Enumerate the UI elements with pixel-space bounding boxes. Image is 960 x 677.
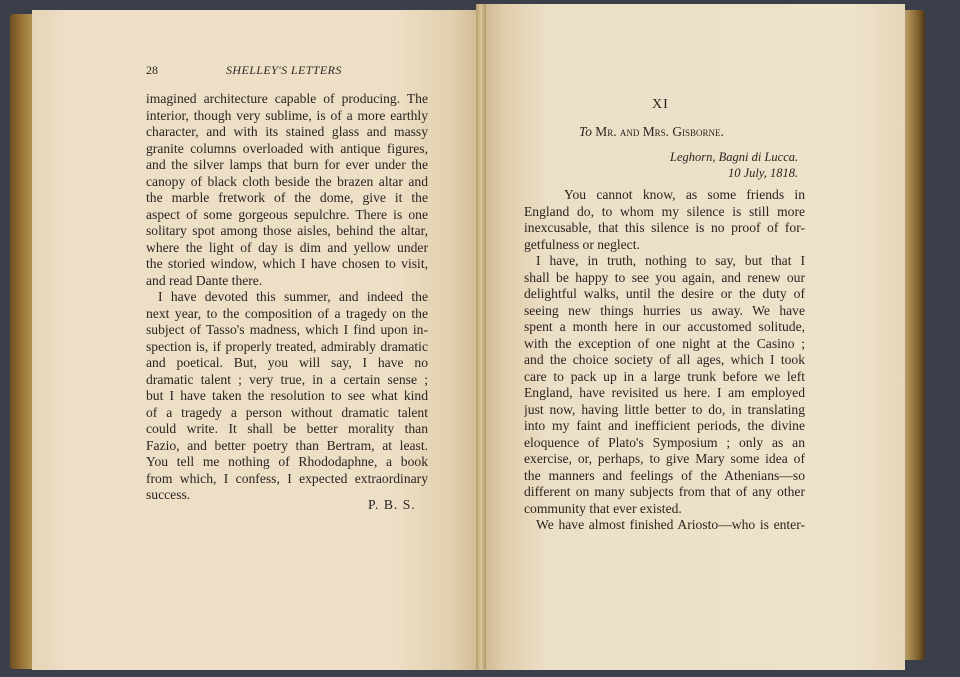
- left-page-body: [146, 91, 428, 504]
- left-page-header: [146, 63, 431, 81]
- text-line: and the silver lamps that burn for ever under the: [146, 157, 428, 172]
- salutation-to: To: [579, 124, 592, 139]
- book-gutter: [476, 4, 486, 670]
- text-line: from which, I confess, I expected extraordinary: [146, 470, 428, 486]
- text-line: delightful walks, until the desire or the duty of: [524, 286, 805, 301]
- text-line: dramatic talent ; very true, in a certain sense ;: [146, 371, 428, 387]
- text-line: care to pack up in a large trunk before we left: [524, 368, 805, 384]
- running-head: SHELLEY'S LETTERS: [226, 63, 342, 77]
- text-line: with the exception of one night at the Casino ;: [524, 335, 805, 351]
- letter-date: 10 July, 1818.: [728, 166, 799, 180]
- text-line: the marble fretwork of the dome, give it the: [146, 190, 428, 205]
- letter-number: XI: [652, 97, 669, 112]
- right-page-body: [524, 187, 805, 534]
- text-line: community that ever existed.: [524, 500, 682, 516]
- salutation: [579, 124, 724, 140]
- text-line: England, have revisited us here. I am employed: [524, 385, 805, 400]
- text-line: success.: [146, 487, 191, 502]
- text-line: solitary spot among those aisles, behind the altar,: [146, 223, 428, 238]
- text-line: I have devoted this summer, and indeed the: [158, 289, 428, 304]
- text-line: and read Dante there.: [146, 272, 263, 288]
- text-line: aspect of some gorgeous sepulchre. There is one: [146, 206, 428, 222]
- text-line: shall be happy to see you again, and renew our: [524, 269, 805, 285]
- text-line: but I have taken the resolution to see what kind: [146, 388, 428, 403]
- text-line: next year, to the composition of a tragedy on the: [146, 305, 428, 321]
- text-line: different on many subjects from that of any other: [524, 484, 805, 499]
- text-line: could write. It shall be better morality than: [146, 421, 428, 436]
- text-line: into my faint and inefficient periods, the divine: [524, 418, 805, 433]
- text-line: interior, though very sublime, is of a more earthly: [146, 107, 428, 123]
- text-line: where the light of day is dim and yellow under: [146, 239, 428, 255]
- text-line: inexcusable, that this silence is no proof of for-: [524, 220, 805, 235]
- text-line: spection is, if properly treated, admirably dramatic: [146, 338, 428, 354]
- page-number: 28: [146, 63, 158, 77]
- text-line: the storied window, which I have chosen to visit,: [146, 256, 428, 271]
- text-line: You cannot know, as some friends in: [564, 187, 805, 202]
- text-line: England do, to whom my silence is still more: [524, 203, 805, 219]
- text-line: imagined architecture capable of producing. The: [146, 91, 428, 106]
- text-line: of a tragedy a person without dramatic talent: [146, 404, 428, 420]
- salutation-recipients: Mr. and Mrs. Gisborne.: [595, 124, 724, 139]
- text-line: just now, having little better to do, in translating: [524, 401, 805, 417]
- text-line: the manners and feelings of the Athenians—so: [524, 467, 805, 483]
- letter-place: Leghorn, Bagni di Lucca.: [670, 150, 799, 164]
- signature: P. B. S.: [368, 497, 416, 512]
- text-line: I have, in truth, nothing to say, but that I: [536, 253, 805, 268]
- text-line: exercise, or, perhaps, to give Mary some idea of: [524, 451, 805, 466]
- text-line: canopy of black cloth beside the brazen altar and: [146, 173, 428, 189]
- text-line: eloquence of Plato's Symposium ; only as an: [524, 434, 805, 450]
- text-line: getfulness or neglect.: [524, 236, 640, 252]
- text-line: You tell me nothing of Rhododaphne, a book: [146, 454, 428, 469]
- text-line: seeing new things hurries us away. We have: [524, 302, 805, 318]
- text-line: subject of Tasso's madness, which I find upon in-: [146, 322, 428, 337]
- text-line: We have almost finished Ariosto—who is enter-: [536, 517, 805, 532]
- text-line: and poetical. But, you will say, I have no: [146, 355, 428, 370]
- text-line: and the choice society of all ages, which I took: [524, 352, 805, 367]
- text-line: Fazio, and better poetry than Bertram, at least.: [146, 437, 428, 453]
- text-line: character, and with its stained glass and massy: [146, 124, 428, 139]
- text-line: granite columns overloaded with antique figures,: [146, 140, 428, 156]
- text-line: spent a month here in our accustomed solitude,: [524, 319, 805, 334]
